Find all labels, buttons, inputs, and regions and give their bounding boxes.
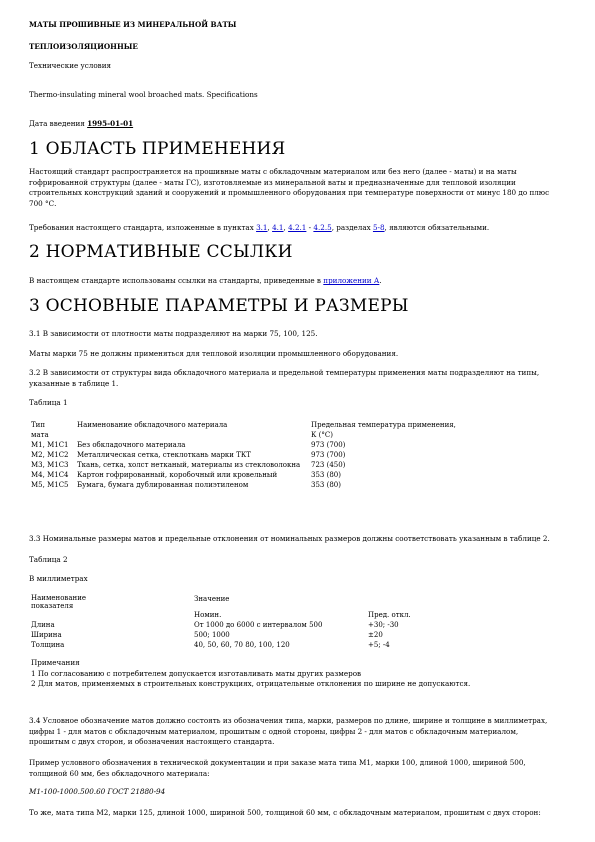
table-row: М3, М1С3 Ткань, сетка, холст нетканый, материалы из стекловолокна 723 (450) — [31, 461, 346, 469]
document-subtitle: ТЕПЛОИЗОЛЯЦИОННЫЕ — [29, 42, 138, 51]
table-row: Толщина 40, 50, 60, 70 80, 100, 120 +5; -4 — [31, 641, 390, 649]
section-3-heading: 3 ОСНОВНЫЕ ПАРАМЕТРЫ И РАЗМЕРЫ — [29, 296, 409, 316]
link-5-8[interactable]: 5-8 — [372, 223, 385, 232]
link-4-2-1[interactable]: 4.2.1 — [288, 223, 307, 232]
table-2 — [31, 594, 411, 650]
table-row: М2, М1С2 Металлическая сетка, стеклоткань марки ТКТ 973 (700) — [31, 451, 346, 459]
link-3-1[interactable]: 3.1 — [256, 223, 268, 232]
document-spec: Технические условия — [29, 61, 112, 70]
table-row: Длина От 1000 до 6000 с интервалом 500 +30; -30 — [31, 621, 399, 629]
paragraph-3-4: 3.4 Условное обозначение матов должно состоять из обозначения типа, марки, размеров по длине, ширине и толщине в миллиметрах, цифры 1 - для матов с обкладочным материалом, прошитым с одной стороны, цифры 2 - для матов с обкладочным материалом, прошитым с двух сторон, и обозначения настоящего стандарта. — [29, 716, 548, 746]
english-title: Thermo-insulating mineral wool broached mats. Specifications — [29, 90, 258, 99]
link-4-1[interactable]: 4.1 — [272, 223, 284, 232]
paragraph-3-1: 3.1 В зависимости от плотности маты подразделяют на марки 75, 100, 125. — [29, 329, 318, 338]
paragraph-3-2: 3.2 В зависимости от структуры вида обкладочного материала и предельной температуры применения маты подразделяют на типы, указанные в таблице 1. — [29, 368, 540, 388]
table-subheader-row: Номин. Пред. откл. — [194, 611, 411, 619]
table-row: Ширина 500; 1000 ±20 — [31, 631, 383, 639]
table-2-caption: Таблица 2 — [29, 555, 68, 564]
link-4-2-5[interactable]: 4.2.5 — [313, 223, 332, 232]
note-1: 1 По согласованию с потребителем допускается изготавливать маты других размеров — [31, 668, 362, 678]
table-header-row: Тип мата Наименование обкладочного материала Предельная температура применения, К (°С) — [31, 421, 456, 439]
example-intro: Пример условного обозначения в технической документации и при заказе мата типа М1, марки 100, длиной 1000, шириной 500, толщиной 60 мм, без обкладочного материала: — [29, 758, 526, 778]
date-label: Дата введения — [29, 119, 85, 128]
table-2-units: В миллиметрах — [29, 574, 88, 583]
notes-title: Примечания — [31, 658, 80, 667]
table-row: М5, М1С5 Бумага, бумага дублированная полиэтиленом 353 (80) — [31, 481, 341, 489]
section-2-paragraph: В настоящем стандарте использованы ссылки на стандарты, приведенные в приложении А. — [29, 276, 382, 285]
introduction-date — [29, 119, 133, 129]
date-value: 1995-01-01 — [87, 119, 134, 128]
section-1-heading: 1 ОБЛАСТЬ ПРИМЕНЕНИЯ — [29, 139, 286, 159]
document-title: МАТЫ ПРОШИВНЫЕ ИЗ МИНЕРАЛЬНОЙ ВАТЫ — [29, 20, 237, 29]
paragraph-3-3: 3.3 Номинальные размеры матов и предельные отклонения от номинальных размеров должны соответствовать указанным в таблице 2. — [29, 534, 550, 543]
paragraph-3-1-note: Маты марки 75 не должны применяться для тепловой изоляции промышленного оборудования. — [29, 349, 399, 358]
section-2-heading: 2 НОРМАТИВНЫЕ ССЫЛКИ — [29, 242, 293, 262]
table-2-notes — [31, 658, 470, 690]
section-1-paragraph: Настоящий стандарт распространяется на прошивные маты с обкладочным материалом или без него (далее - маты) и на маты гофрированной структуры (далее - маты ГС), изготовляемые из минеральной ваты и предназначенные для тепловой изоляции строительных конструкций зданий и сооружений и промышленного оборудования при температуре поверхности от минус 180 до плюс 700 °С. — [29, 167, 550, 208]
table-row: М4, М1С4 Картон гофрированный, коробочный или кровельный 353 (80) — [31, 471, 341, 479]
section-1-requirements: Требования настоящего стандарта, изложенные в пунктах 3.1, 4.1, 4.2.1 - 4.2.5, разделах 5-8, являются обязательными. — [29, 223, 490, 232]
table-header-row: Наименование показателя Значение — [31, 594, 230, 610]
link-appendix-a[interactable]: приложении А — [323, 276, 380, 285]
note-2: 2 Для матов, применяемых в строительных конструкциях, отрицательные отклонения по ширине не допускаются. — [31, 679, 471, 688]
table-1 — [31, 420, 456, 490]
designation-example: М1-100-1000.500.60 ГОСТ 21880-94 — [29, 787, 166, 796]
table-1-caption: Таблица 1 — [29, 398, 68, 407]
example-2-intro: То же, мата типа М2, марки 125, длиной 1000, шириной 500, толщиной 60 мм, с обкладочным материалом, прошитым с двух сторон: — [29, 808, 541, 817]
table-row: М1, М1С1 Без обкладочного материала 973 (700) — [31, 441, 346, 449]
